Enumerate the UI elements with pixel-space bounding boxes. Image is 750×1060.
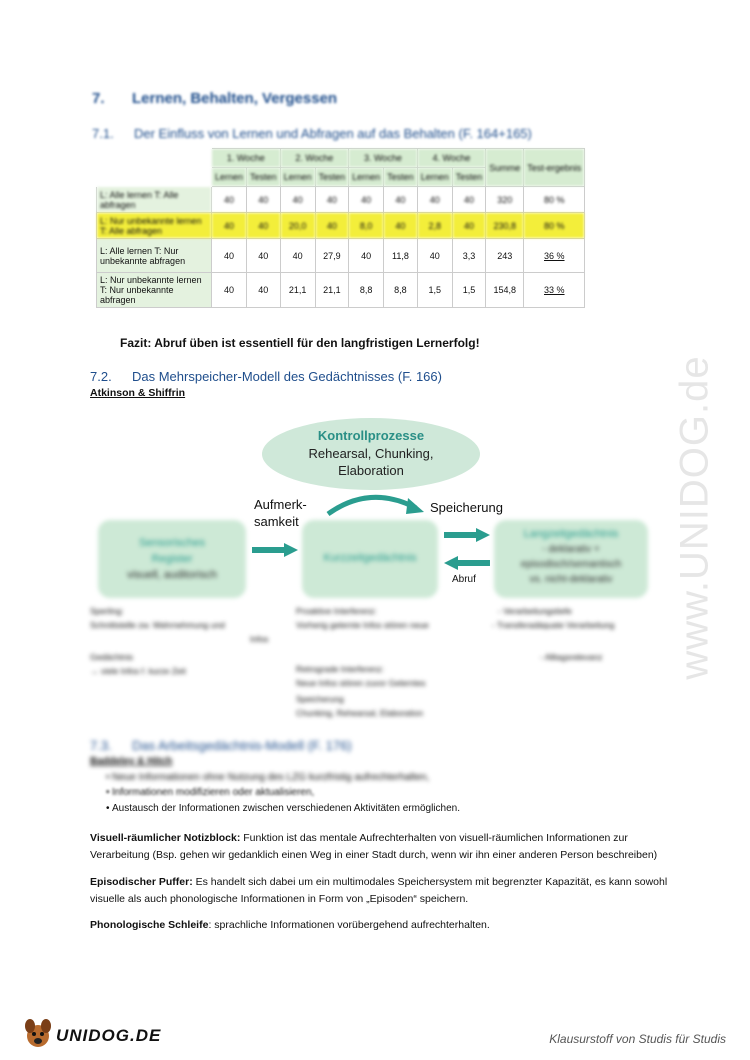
sum-header: Summe: [486, 149, 524, 187]
week-header: 2. Woche: [280, 149, 349, 168]
long-term-memory-label: Langzeitgedächtnis: [523, 528, 619, 540]
authors-baddeley-hitch: Baddeley & Hitch: [90, 756, 173, 767]
week-header: 1. Woche: [212, 149, 281, 168]
unidog-logo-text: UNIDOG.DE: [56, 1026, 162, 1045]
sub-header: Testen: [315, 168, 349, 187]
list-item: • Austausch der Informationen zwischen verschiedenen Aktivitäten ermöglichen.: [112, 803, 460, 814]
subsection-7-1-heading: 7.1. Der Einfluss von Lernen und Abfragen auf das Behalten (F. 164+165): [92, 126, 532, 141]
short-term-memory-label: Kurzzeitgedächtnis: [323, 552, 417, 564]
list-item: • Informationen modifizieren oder aktualisieren,: [112, 787, 314, 798]
sensory-register-label: visuell, auditorisch: [127, 569, 217, 581]
storage-label: Speicherung: [430, 500, 503, 515]
long-term-memory-label: episodisch/semantisch: [520, 559, 622, 570]
week-header: 4. Woche: [417, 149, 486, 168]
sub-header: Lernen: [417, 168, 452, 187]
table-row: L: Alle lernen T: Alle abfragen 40 40 40 40 40 40 40 40 320 80 %: [97, 187, 585, 213]
section-heading: 7. Lernen, Behalten, Vergessen: [92, 90, 338, 107]
subsection-7-2-heading: 7.2. Das Mehrspeicher-Modell des Gedächtnisses (F. 166): [90, 369, 442, 384]
result-header: Test-ergebnis: [524, 149, 585, 187]
sub-header: Testen: [452, 168, 486, 187]
table-week-header-row: [97, 149, 585, 168]
table-row: L: Alle lernen T: Nur unbekannte abfragen 40 40 40 27,9 40 11,8 40 3,3 243 36 %: [97, 239, 585, 273]
table-row: L: Nur unbekannte lernen T: Nur unbekannte abfragen 40 40 21,1 21,1 8,8 8,8 1,5 1,5 154,8 33 %: [97, 273, 585, 308]
week-header: 3. Woche: [349, 149, 418, 168]
sub-header: Lernen: [280, 168, 315, 187]
footer-tagline: Klausurstoff von Studis für Studis: [549, 1032, 726, 1046]
arrow-right-icon: [444, 528, 490, 542]
curved-arrow-icon: [320, 488, 430, 520]
sub-header: Lernen: [349, 168, 384, 187]
sub-header: Testen: [247, 168, 281, 187]
paragraph-notizblock: Visuell-räumlicher Notizblock: Funktion ist das mentale Aufrechterhalten von visuell-räumlichen Informationen zur Verarbeitung (Bsp. gehen wir gedanklich einen Weg in einer Stadt durch, wenn wir ihn einer anderen Person beschreiben): [90, 832, 658, 861]
sensory-register-label: Sensorisches: [138, 537, 206, 549]
control-processes-line: Elaboration: [338, 463, 404, 478]
control-processes-line: Rehearsal, Chunking,: [308, 446, 434, 461]
paragraph-schleife: Phonologische Schleife: sprachliche Informationen vorübergehend aufrechterhalten.: [90, 919, 490, 931]
watermark: www.UNIDOG.de: [672, 355, 717, 680]
sub-header: Lernen: [212, 168, 247, 187]
fazit-text: Fazit: Abruf üben ist essentiell für den langfristigen Lernerfolg!: [120, 336, 480, 350]
sub-header: Testen: [384, 168, 418, 187]
dog-logo-icon: [22, 1016, 54, 1050]
long-term-memory-label: - deklarativ +: [542, 544, 600, 555]
sensory-register-label: Register: [151, 553, 193, 565]
subsection-7-3-heading: 7.3. Das Arbeitsgedächtnis-Modell (F. 176): [90, 738, 352, 753]
control-processes-title: Kontrollprozesse: [317, 428, 425, 443]
retrieval-label: Abruf: [452, 574, 476, 585]
table-row-highlighted: L: Nur unbekannte lernen T: Alle abfragen 40 40 20,0 40 8,0 40 2,8 40 230,8 80 %: [97, 213, 585, 239]
results-table: [96, 148, 585, 308]
attention-label: samkeit: [254, 514, 299, 529]
paragraph-puffer: Episodischer Puffer: Es handelt sich dabei um ein multimodales Speichersystem mit begrenzter Kapazität, es kann sowohl visuelle als auch phonologische Informationen in Form von „Episoden“ speichern.: [90, 876, 668, 905]
arrow-right-icon: [252, 543, 298, 557]
list-item: • Neue Informationen ohne Nutzung des LZG kurzfristig aufrechterhalten,: [112, 772, 429, 783]
authors-atkinson-shiffrin: Atkinson & Shiffrin: [90, 387, 186, 399]
attention-label: Aufmerk-: [254, 497, 307, 512]
long-term-memory-label: vs. nicht-deklarativ: [529, 574, 613, 585]
arrow-left-icon: [444, 556, 490, 570]
